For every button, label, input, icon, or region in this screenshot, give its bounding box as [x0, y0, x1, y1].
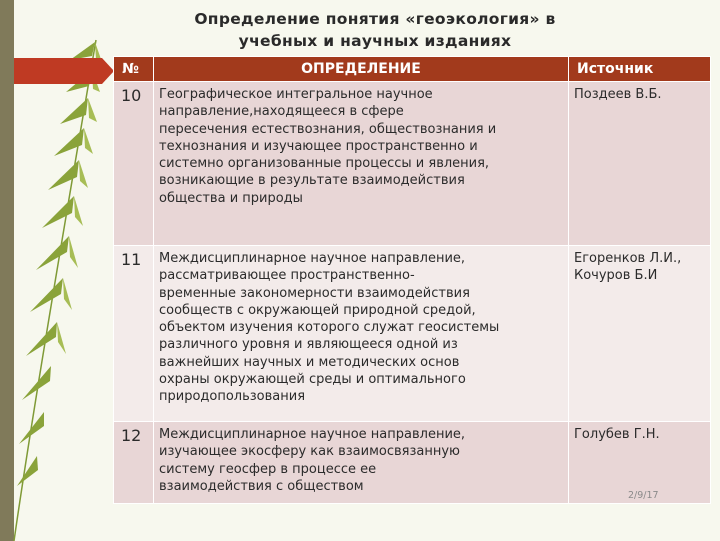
table-row: [114, 82, 711, 246]
definition-cell: [154, 246, 569, 422]
slide-title-line-2: учебных и научных изданиях: [238, 32, 512, 50]
row-number: 10: [114, 82, 154, 246]
source-cell: [569, 246, 711, 422]
source-cell: [569, 82, 711, 246]
source-text: Голубев Г.Н.: [574, 427, 660, 442]
table-row: [114, 246, 711, 422]
slide-date: 2/9/17: [628, 490, 659, 501]
red-arrow-marker: [14, 58, 114, 84]
definition-text: Географическое интегральное научное направление,находящееся в сфере пересечения естествознания, обществознания и технознания и изучающее пространственно и системно организованные процессы и явления, возникающие в результате взаимодействия общества и природы: [159, 87, 497, 206]
row-number: 11: [114, 246, 154, 422]
definitions-table: [113, 56, 711, 504]
source-text: Поздеев В.Б.: [574, 87, 662, 102]
row-number: 12: [114, 422, 154, 504]
header-source: Источник: [569, 57, 711, 82]
slide-title-line-1: Определение понятия «геоэкология» в: [194, 10, 556, 28]
table-row: [114, 422, 711, 504]
definition-cell: [154, 82, 569, 246]
definition-cell: [154, 422, 569, 504]
definition-text: Междисциплинарное научное направление, изучающее экосферу как взаимосвязанную систему геосфер в процессе ее взаимодействия с обществом: [159, 427, 466, 494]
source-text: Егоренков Л.И., Кочуров Б.И: [574, 251, 682, 284]
slide-title: [150, 8, 600, 52]
header-number: №: [114, 57, 154, 82]
header-definition: ОПРЕДЕЛЕНИЕ: [154, 57, 569, 82]
table-header-row: [114, 57, 711, 82]
definition-text: Междисциплинарное научное направление, рассматривающее пространственно- временные закономерности взаимодействия сообществ с окружающей природной средой, объектом изучения которого служат геосистемы различного уровня и являющееся одной из важнейших научных и методических основ охраны окружающей среды и оптимального природопользования: [159, 251, 500, 405]
